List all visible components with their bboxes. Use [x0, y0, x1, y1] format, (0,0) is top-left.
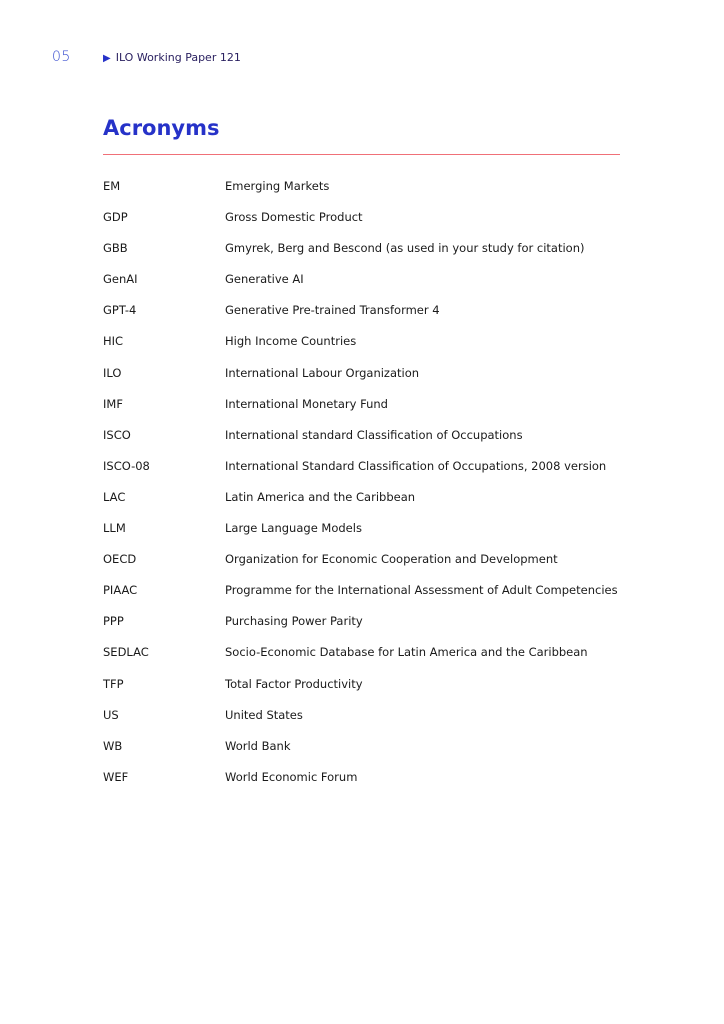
acronym-abbreviation: TFP [103, 676, 124, 691]
acronym-definition: World Economic Forum [225, 769, 358, 784]
acronym-abbreviation: OECD [103, 552, 137, 567]
acronym-definition: Latin America and the Caribbean [225, 489, 416, 504]
acronym-row [103, 333, 663, 364]
acronym-row [103, 458, 663, 489]
acronym-row [103, 582, 663, 613]
acronym-row [103, 178, 663, 209]
acronym-definition: High Income Countries [225, 334, 357, 349]
acronym-row [103, 365, 663, 396]
acronym-abbreviation: WEF [103, 769, 129, 784]
acronym-definition: Socio-Economic Database for Latin America and the Caribbean [225, 645, 588, 660]
acronym-definition: Gmyrek, Berg and Bescond (as used in your study for citation) [225, 241, 585, 256]
acronym-row [103, 489, 663, 520]
acronym-row [103, 769, 663, 800]
acronym-definition: World Bank [225, 738, 291, 753]
acronym-abbreviation: EM [103, 179, 121, 193]
acronym-abbreviation: IMF [103, 396, 123, 411]
acronym-abbreviation: SEDLAC [103, 645, 149, 660]
acronym-definition: Organization for Economic Cooperation and Development [225, 552, 558, 567]
acronym-definition: United States [225, 707, 303, 722]
acronym-abbreviation: ILO [103, 365, 122, 380]
acronym-abbreviation: GPT-4 [103, 303, 137, 318]
acronym-abbreviation: GBB [103, 241, 128, 256]
acronym-list [103, 178, 663, 800]
acronym-abbreviation: US [103, 707, 119, 722]
running-title: ILO Working Paper 121 [115, 51, 241, 64]
acronym-row [103, 520, 663, 551]
acronym-abbreviation: PIAAC [103, 583, 138, 598]
acronym-definition: Purchasing Power Parity [225, 614, 363, 629]
acronym-definition: International Standard Classification of Occupations, 2008 version [225, 458, 607, 473]
acronym-abbreviation: GDP [103, 210, 128, 225]
section-title: Acronyms [103, 116, 220, 140]
acronym-row [103, 240, 663, 271]
acronym-row [103, 707, 663, 738]
acronym-definition: International standard Classification of Occupations [225, 427, 523, 442]
acronym-abbreviation: PPP [103, 614, 124, 629]
acronym-row [103, 302, 663, 333]
acronym-definition: Emerging Markets [225, 179, 330, 193]
title-divider [103, 154, 620, 155]
acronym-definition: International Monetary Fund [225, 396, 388, 411]
acronym-row [103, 644, 663, 675]
acronym-definition: Generative Pre-trained Transformer 4 [225, 303, 440, 318]
acronym-abbreviation: ISCO-08 [103, 458, 150, 473]
acronym-definition: Gross Domestic Product [225, 210, 363, 225]
acronym-row [103, 209, 663, 240]
acronym-abbreviation: HIC [103, 334, 124, 349]
acronym-row [103, 396, 663, 427]
acronym-definition: Total Factor Productivity [225, 676, 363, 691]
acronym-definition: Large Language Models [225, 521, 362, 536]
acronym-row [103, 551, 663, 582]
acronym-abbreviation: ISCO [103, 427, 131, 442]
page-number: 05 [52, 49, 71, 65]
acronym-row [103, 738, 663, 769]
acronym-abbreviation: WB [103, 738, 123, 753]
acronym-row [103, 427, 663, 458]
acronym-row [103, 676, 663, 707]
acronym-definition: Programme for the International Assessment of Adult Competencies [225, 583, 618, 598]
acronym-definition: International Labour Organization [225, 365, 420, 380]
acronym-row [103, 271, 663, 302]
acronym-abbreviation: LAC [103, 489, 126, 504]
running-header [103, 51, 241, 64]
acronym-abbreviation: LLM [103, 521, 126, 536]
acronym-abbreviation: GenAI [103, 272, 138, 287]
triangle-marker-icon: ▶ [103, 53, 111, 64]
acronym-row [103, 613, 663, 644]
acronym-definition: Generative AI [225, 272, 304, 287]
